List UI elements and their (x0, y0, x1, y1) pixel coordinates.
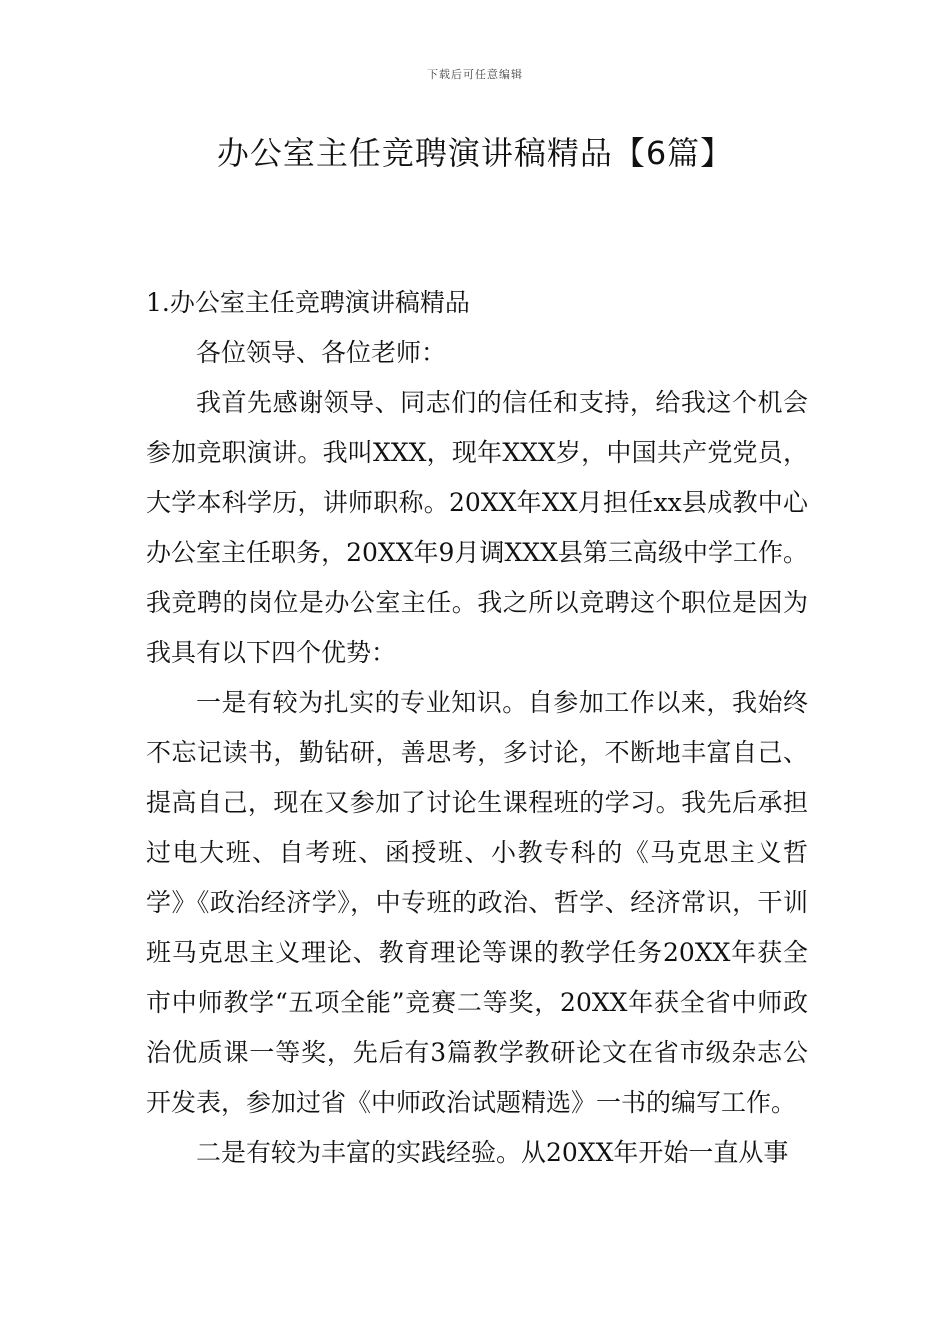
section-heading: 1.办公室主任竞聘演讲稿精品 (146, 288, 470, 317)
document-title: 办公室主任竞聘演讲稿精品【6篇】 (216, 134, 734, 172)
paragraph-introduction: 我首先感谢领导、同志们的信任和支持，给我这个机会参加竞职演讲。我叫XXX，现年XXX岁，中国共产党党员，大学本科学历，讲师职称。20XX年XX月担任xx县成教中心办公室主任职务，20XX年9月调XXX县第三高级中学工作。我竞聘的岗位是办公室主任。我之所以竞聘这个职位是因为我具有以下四个优势： (146, 388, 808, 667)
paragraph-advantage-two: 二是有较为丰富的实践经验。从20XX年开始一直从事 (196, 1138, 789, 1167)
header-note: 下载后可任意编辑 (427, 68, 523, 81)
paragraph-advantage-one: 一是有较为扎实的专业知识。自参加工作以来，我始终不忘记读书，勤钻研，善思考，多讨论，不断地丰富自己、提高自己，现在又参加了讨论生课程班的学习。我先后承担过电大班、自考班、函授班、小教专科的《马克思主义哲学》《政治经济学》，中专班的政治、哲学、经济常识，干训班马克思主义理论、教育理论等课的教学任务20XX年获全市中师教学“五项全能”竞赛二等奖，20XX年获全省中师政治优质课一等奖，先后有3篇教学教研论文在省市级杂志公开发表，参加过省《中师政治试题精选》一书的编写工作。 (146, 688, 808, 1117)
document-body (146, 278, 808, 1178)
paragraph-salutation: 各位领导、各位老师： (196, 338, 447, 367)
